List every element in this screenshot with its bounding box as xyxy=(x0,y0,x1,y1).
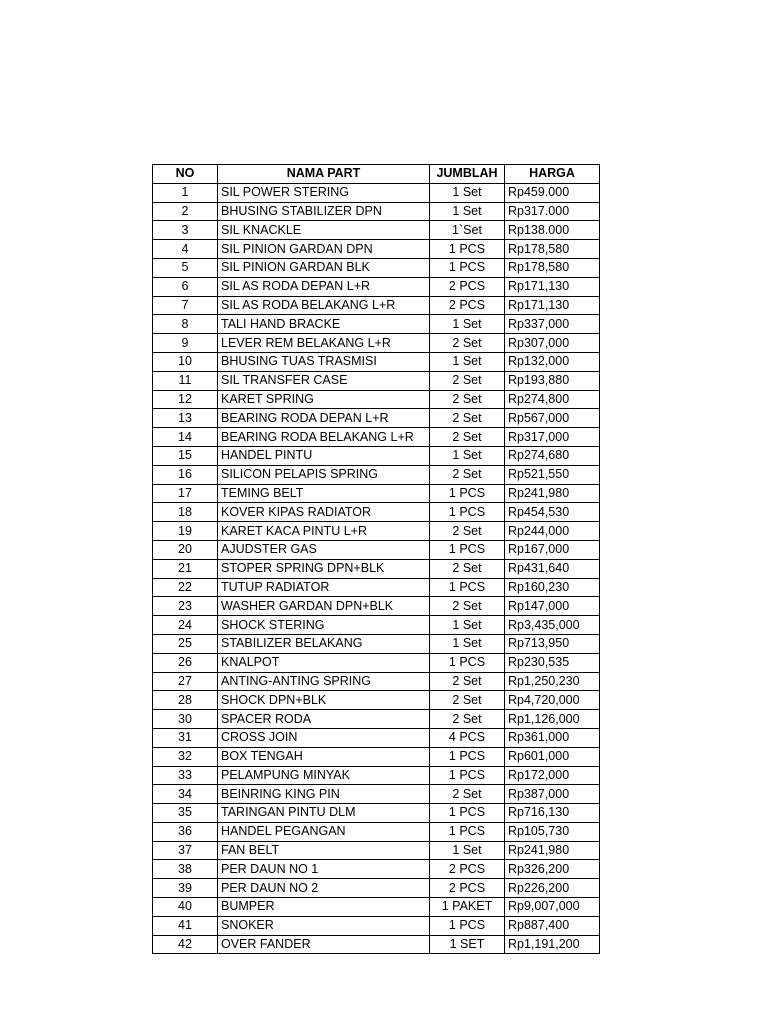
table-row xyxy=(153,916,600,935)
row-number-cell: 2 xyxy=(153,202,218,221)
table-row xyxy=(153,258,600,277)
quantity-cell: 2 Set xyxy=(430,522,505,541)
table-row xyxy=(153,390,600,409)
table-row xyxy=(153,898,600,917)
row-number-cell: 25 xyxy=(153,634,218,653)
part-name-cell: HANDEL PINTU xyxy=(218,446,430,465)
row-number-cell: 22 xyxy=(153,578,218,597)
quantity-cell: 4 PCS xyxy=(430,728,505,747)
price-cell: Rp241,980 xyxy=(505,484,600,503)
row-number-cell: 11 xyxy=(153,371,218,390)
row-number-cell: 4 xyxy=(153,240,218,259)
price-cell: Rp1,126,000 xyxy=(505,710,600,729)
price-cell: Rp567,000 xyxy=(505,409,600,428)
table-row xyxy=(153,860,600,879)
row-number-cell: 28 xyxy=(153,691,218,710)
price-cell: Rp230,535 xyxy=(505,653,600,672)
row-number-cell: 36 xyxy=(153,822,218,841)
part-name-cell: SHOCK STERING xyxy=(218,616,430,635)
part-name-cell: SIL PINION GARDAN DPN xyxy=(218,240,430,259)
price-cell: Rp171,130 xyxy=(505,296,600,315)
part-name-cell: SILICON PELAPIS SPRING xyxy=(218,465,430,484)
table-row xyxy=(153,728,600,747)
quantity-cell: 2 PCS xyxy=(430,277,505,296)
quantity-cell: 2 Set xyxy=(430,465,505,484)
table-row xyxy=(153,465,600,484)
table-row xyxy=(153,202,600,221)
table-row xyxy=(153,578,600,597)
part-name-cell: TUTUP RADIATOR xyxy=(218,578,430,597)
table-row xyxy=(153,522,600,541)
part-name-cell: OVER FANDER xyxy=(218,935,430,954)
price-cell: Rp387,000 xyxy=(505,785,600,804)
price-cell: Rp887,400 xyxy=(505,916,600,935)
price-cell: Rp521,550 xyxy=(505,465,600,484)
table-row xyxy=(153,221,600,240)
quantity-cell: 2 Set xyxy=(430,390,505,409)
price-cell: Rp1,250,230 xyxy=(505,672,600,691)
price-cell: Rp337,000 xyxy=(505,315,600,334)
table-row xyxy=(153,183,600,202)
quantity-cell: 1 Set xyxy=(430,634,505,653)
table-row xyxy=(153,334,600,353)
quantity-cell: 1 Set xyxy=(430,616,505,635)
quantity-cell: 1 PCS xyxy=(430,822,505,841)
quantity-cell: 2 Set xyxy=(430,409,505,428)
row-number-cell: 27 xyxy=(153,672,218,691)
price-cell: Rp317.000 xyxy=(505,202,600,221)
header-row xyxy=(153,165,600,184)
quantity-cell: 1 PCS xyxy=(430,578,505,597)
row-number-cell: 16 xyxy=(153,465,218,484)
table-row xyxy=(153,691,600,710)
row-number-cell: 24 xyxy=(153,616,218,635)
quantity-cell: 1 PAKET xyxy=(430,898,505,917)
row-number-cell: 39 xyxy=(153,879,218,898)
header-no: NO xyxy=(153,165,218,184)
price-cell: Rp431,640 xyxy=(505,559,600,578)
quantity-cell: 1 SET xyxy=(430,935,505,954)
quantity-cell: 2 Set xyxy=(430,371,505,390)
quantity-cell: 1 PCS xyxy=(430,258,505,277)
table-row xyxy=(153,804,600,823)
price-cell: Rp459.000 xyxy=(505,183,600,202)
part-name-cell: SIL PINION GARDAN BLK xyxy=(218,258,430,277)
price-cell: Rp147,000 xyxy=(505,597,600,616)
table-row xyxy=(153,428,600,447)
table-row xyxy=(153,503,600,522)
row-number-cell: 19 xyxy=(153,522,218,541)
row-number-cell: 31 xyxy=(153,728,218,747)
quantity-cell: 1 PCS xyxy=(430,766,505,785)
quantity-cell: 2 Set xyxy=(430,785,505,804)
table-row xyxy=(153,841,600,860)
quantity-cell: 1 Set xyxy=(430,183,505,202)
header-part-name: NAMA PART xyxy=(218,165,430,184)
row-number-cell: 12 xyxy=(153,390,218,409)
price-cell: Rp1,191,200 xyxy=(505,935,600,954)
part-name-cell: TEMING BELT xyxy=(218,484,430,503)
table-row xyxy=(153,277,600,296)
row-number-cell: 26 xyxy=(153,653,218,672)
price-cell: Rp4,720,000 xyxy=(505,691,600,710)
part-name-cell: ANTING-ANTING SPRING xyxy=(218,672,430,691)
quantity-cell: 1 PCS xyxy=(430,916,505,935)
row-number-cell: 9 xyxy=(153,334,218,353)
price-cell: Rp9,007,000 xyxy=(505,898,600,917)
parts-price-table xyxy=(152,164,600,954)
price-cell: Rp274,800 xyxy=(505,390,600,409)
part-name-cell: BEINRING KING PIN xyxy=(218,785,430,804)
table-row xyxy=(153,785,600,804)
table-body xyxy=(153,183,600,954)
row-number-cell: 17 xyxy=(153,484,218,503)
price-cell: Rp601,000 xyxy=(505,747,600,766)
price-cell: Rp167,000 xyxy=(505,540,600,559)
quantity-cell: 2 Set xyxy=(430,691,505,710)
row-number-cell: 10 xyxy=(153,352,218,371)
part-name-cell: SIL POWER STERING xyxy=(218,183,430,202)
table-row xyxy=(153,616,600,635)
table-row xyxy=(153,710,600,729)
quantity-cell: 1`Set xyxy=(430,221,505,240)
part-name-cell: KOVER KIPAS RADIATOR xyxy=(218,503,430,522)
row-number-cell: 3 xyxy=(153,221,218,240)
quantity-cell: 1 PCS xyxy=(430,240,505,259)
part-name-cell: STABILIZER BELAKANG xyxy=(218,634,430,653)
row-number-cell: 7 xyxy=(153,296,218,315)
price-cell: Rp160,230 xyxy=(505,578,600,597)
row-number-cell: 15 xyxy=(153,446,218,465)
row-number-cell: 6 xyxy=(153,277,218,296)
price-cell: Rp193,880 xyxy=(505,371,600,390)
part-name-cell: SIL TRANSFER CASE xyxy=(218,371,430,390)
price-cell: Rp713,950 xyxy=(505,634,600,653)
part-name-cell: TARINGAN PINTU DLM xyxy=(218,804,430,823)
row-number-cell: 38 xyxy=(153,860,218,879)
quantity-cell: 1 PCS xyxy=(430,540,505,559)
price-cell: Rp317,000 xyxy=(505,428,600,447)
price-cell: Rp361,000 xyxy=(505,728,600,747)
table-row xyxy=(153,540,600,559)
part-name-cell: SIL AS RODA BELAKANG L+R xyxy=(218,296,430,315)
row-number-cell: 33 xyxy=(153,766,218,785)
quantity-cell: 1 Set xyxy=(430,202,505,221)
price-cell: Rp274,680 xyxy=(505,446,600,465)
part-name-cell: PELAMPUNG MINYAK xyxy=(218,766,430,785)
quantity-cell: 2 PCS xyxy=(430,879,505,898)
part-name-cell: PER DAUN NO 2 xyxy=(218,879,430,898)
part-name-cell: HANDEL PEGANGAN xyxy=(218,822,430,841)
row-number-cell: 41 xyxy=(153,916,218,935)
price-cell: Rp178,580 xyxy=(505,240,600,259)
part-name-cell: BOX TENGAH xyxy=(218,747,430,766)
table-row xyxy=(153,315,600,334)
table-row xyxy=(153,597,600,616)
part-name-cell: BHUSING TUAS TRASMISI xyxy=(218,352,430,371)
quantity-cell: 1 Set xyxy=(430,352,505,371)
table-row xyxy=(153,634,600,653)
part-name-cell: LEVER REM BELAKANG L+R xyxy=(218,334,430,353)
price-cell: Rp226,200 xyxy=(505,879,600,898)
part-name-cell: CROSS JOIN xyxy=(218,728,430,747)
row-number-cell: 14 xyxy=(153,428,218,447)
row-number-cell: 23 xyxy=(153,597,218,616)
quantity-cell: 1 Set xyxy=(430,841,505,860)
part-name-cell: BEARING RODA DEPAN L+R xyxy=(218,409,430,428)
part-name-cell: TALI HAND BRACKE xyxy=(218,315,430,334)
price-cell: Rp3,435,000 xyxy=(505,616,600,635)
part-name-cell: SPACER RODA xyxy=(218,710,430,729)
price-cell: Rp716,130 xyxy=(505,804,600,823)
part-name-cell: KARET KACA PINTU L+R xyxy=(218,522,430,541)
table-row xyxy=(153,935,600,954)
part-name-cell: WASHER GARDAN DPN+BLK xyxy=(218,597,430,616)
row-number-cell: 5 xyxy=(153,258,218,277)
row-number-cell: 34 xyxy=(153,785,218,804)
row-number-cell: 21 xyxy=(153,559,218,578)
price-cell: Rp105,730 xyxy=(505,822,600,841)
table-header xyxy=(153,165,600,184)
part-name-cell: SIL AS RODA DEPAN L+R xyxy=(218,277,430,296)
row-number-cell: 1 xyxy=(153,183,218,202)
part-name-cell: PER DAUN NO 1 xyxy=(218,860,430,879)
row-number-cell: 37 xyxy=(153,841,218,860)
price-cell: Rp132,000 xyxy=(505,352,600,371)
price-cell: Rp171,130 xyxy=(505,277,600,296)
table-row xyxy=(153,352,600,371)
price-cell: Rp138.000 xyxy=(505,221,600,240)
price-cell: Rp178,580 xyxy=(505,258,600,277)
table-row xyxy=(153,766,600,785)
price-cell: Rp241,980 xyxy=(505,841,600,860)
table-row xyxy=(153,822,600,841)
row-number-cell: 13 xyxy=(153,409,218,428)
table-row xyxy=(153,446,600,465)
table-row xyxy=(153,296,600,315)
quantity-cell: 2 Set xyxy=(430,672,505,691)
row-number-cell: 42 xyxy=(153,935,218,954)
quantity-cell: 2 PCS xyxy=(430,296,505,315)
quantity-cell: 1 PCS xyxy=(430,503,505,522)
quantity-cell: 2 Set xyxy=(430,559,505,578)
table-row xyxy=(153,371,600,390)
table-row xyxy=(153,559,600,578)
row-number-cell: 32 xyxy=(153,747,218,766)
table-row xyxy=(153,879,600,898)
header-quantity: JUMBLAH xyxy=(430,165,505,184)
row-number-cell: 18 xyxy=(153,503,218,522)
quantity-cell: 1 PCS xyxy=(430,484,505,503)
quantity-cell: 1 PCS xyxy=(430,804,505,823)
part-name-cell: SHOCK DPN+BLK xyxy=(218,691,430,710)
row-number-cell: 40 xyxy=(153,898,218,917)
price-cell: Rp172,000 xyxy=(505,766,600,785)
table-row xyxy=(153,240,600,259)
quantity-cell: 2 Set xyxy=(430,710,505,729)
table-row xyxy=(153,747,600,766)
part-name-cell: SIL KNACKLE xyxy=(218,221,430,240)
part-name-cell: KARET SPRING xyxy=(218,390,430,409)
quantity-cell: 2 PCS xyxy=(430,860,505,879)
row-number-cell: 20 xyxy=(153,540,218,559)
row-number-cell: 35 xyxy=(153,804,218,823)
quantity-cell: 2 Set xyxy=(430,597,505,616)
part-name-cell: FAN BELT xyxy=(218,841,430,860)
quantity-cell: 2 Set xyxy=(430,428,505,447)
price-cell: Rp326,200 xyxy=(505,860,600,879)
table-row xyxy=(153,672,600,691)
part-name-cell: KNALPOT xyxy=(218,653,430,672)
part-name-cell: AJUDSTER GAS xyxy=(218,540,430,559)
quantity-cell: 1 PCS xyxy=(430,747,505,766)
quantity-cell: 1 PCS xyxy=(430,653,505,672)
part-name-cell: STOPER SPRING DPN+BLK xyxy=(218,559,430,578)
table-row xyxy=(153,409,600,428)
quantity-cell: 2 Set xyxy=(430,334,505,353)
header-price: HARGA xyxy=(505,165,600,184)
table-row xyxy=(153,484,600,503)
price-cell: Rp307,000 xyxy=(505,334,600,353)
part-name-cell: BHUSING STABILIZER DPN xyxy=(218,202,430,221)
quantity-cell: 1 Set xyxy=(430,446,505,465)
part-name-cell: SNOKER xyxy=(218,916,430,935)
table-row xyxy=(153,653,600,672)
part-name-cell: BEARING RODA BELAKANG L+R xyxy=(218,428,430,447)
price-cell: Rp454,530 xyxy=(505,503,600,522)
row-number-cell: 8 xyxy=(153,315,218,334)
row-number-cell: 30 xyxy=(153,710,218,729)
part-name-cell: BUMPER xyxy=(218,898,430,917)
price-cell: Rp244,000 xyxy=(505,522,600,541)
quantity-cell: 1 Set xyxy=(430,315,505,334)
